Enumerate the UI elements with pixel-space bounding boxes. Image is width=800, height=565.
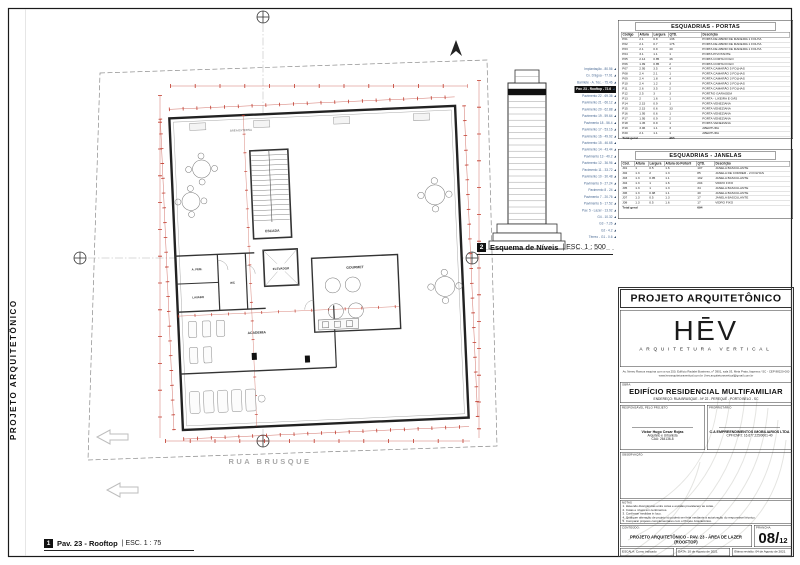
obra-label: OBRA: bbox=[622, 383, 632, 387]
table-cell: 0.9 bbox=[652, 102, 668, 107]
view-label-plan bbox=[44, 539, 194, 551]
table-cell: J05 bbox=[621, 186, 634, 191]
table-cell: J02 bbox=[621, 171, 634, 176]
table-cell: 3 bbox=[668, 82, 701, 87]
list-item: Pavimento 15 - 46.68 bbox=[540, 140, 616, 147]
table-cell: 2.1 bbox=[638, 47, 652, 52]
table-cell: ABERTURA bbox=[701, 131, 790, 136]
view-title: Pav. 23 - Rooftop bbox=[57, 539, 118, 548]
logo-subtext: ARQUITETURA VERTICAL bbox=[639, 346, 773, 352]
table-cell: 40 bbox=[668, 47, 701, 52]
table-cell: JANELA DE CORRER - 2 FOLHAS bbox=[714, 171, 790, 176]
column-header: Altura do Peitoril bbox=[664, 161, 696, 166]
table-cell: P04 bbox=[621, 52, 638, 57]
content-label: CONTEÚDO: bbox=[622, 526, 640, 530]
north-arrow-icon bbox=[450, 40, 462, 56]
table-cell: 2.1 bbox=[638, 37, 652, 42]
table-cell: 0.98 bbox=[648, 191, 664, 196]
table-cell: 0.6 bbox=[652, 107, 668, 112]
signature-line bbox=[632, 428, 693, 429]
table-cell: 1.3 bbox=[634, 191, 648, 196]
table-cell: P05 bbox=[621, 57, 638, 62]
table-cell: 2.1 bbox=[638, 42, 652, 47]
table-cell: JANELA BASCULANTE bbox=[714, 176, 790, 181]
firm-logo bbox=[620, 310, 792, 367]
table-cell: 2 bbox=[668, 62, 701, 67]
table-cell: 1.3 bbox=[634, 201, 648, 206]
table-cell: 2.15 bbox=[638, 107, 652, 112]
table-cell: 3.5 bbox=[652, 67, 668, 72]
table-cell: PORTA - LIXEIRA E GÁS bbox=[701, 97, 790, 102]
table-cell: P09 bbox=[621, 77, 638, 82]
responsible-name: Victor Hugo Cesar Rojas bbox=[641, 429, 684, 434]
levels-list-wrap bbox=[540, 66, 616, 244]
list-item: Pavimento 19 - 59.64 bbox=[540, 113, 616, 120]
table-cell: 0.85 bbox=[652, 62, 668, 67]
table-cell: P16 bbox=[621, 112, 638, 117]
building-outline bbox=[169, 106, 468, 430]
view-title: Esquema de Níveis bbox=[490, 243, 559, 252]
table-cell: 0.8 bbox=[652, 37, 668, 42]
total-label: Total geral bbox=[621, 136, 668, 141]
windows-schedule-title: ESQUADRIAS - JANELAS bbox=[635, 152, 776, 160]
table-cell: 2 bbox=[638, 97, 652, 102]
table-cell: P06 bbox=[621, 62, 638, 67]
room-label-a-fem: A. FEM. bbox=[191, 267, 203, 272]
view-number-badge: 1 bbox=[44, 539, 53, 548]
address-line-2: www.hevarquiteturavertical.com.br | hev.arquiteturavertical@gmail.com.br bbox=[658, 374, 754, 378]
owner-name: C.A EMPREENDIMENTOS IMOBILIARIOS LTDA bbox=[709, 429, 790, 434]
column-header: Largura bbox=[652, 32, 668, 37]
list-item: Térreo - G1 - 0.6 bbox=[540, 234, 616, 241]
logo-text: HĒV bbox=[673, 314, 739, 346]
table-cell: 1 bbox=[668, 112, 701, 117]
list-item: Pavimento 8 - 24 bbox=[540, 187, 616, 194]
table-cell: 1 bbox=[648, 181, 664, 186]
table-cell: 0.5 bbox=[648, 166, 664, 171]
table-cell: 2.6 bbox=[638, 87, 652, 92]
view-scale: | ESC. 1 : 500 bbox=[562, 244, 606, 251]
table-cell: 4 bbox=[668, 67, 701, 72]
room-label-gourmet: GOURMET bbox=[346, 265, 364, 270]
table-cell: P11 bbox=[621, 87, 638, 92]
table-cell: J03 bbox=[621, 176, 634, 181]
table-cell: 1.6 bbox=[664, 201, 696, 206]
table-cell: 1.95 bbox=[638, 112, 652, 117]
table-cell: 2.1 bbox=[652, 72, 668, 77]
column-header: Descrição bbox=[701, 32, 790, 37]
windows-total-row bbox=[621, 206, 790, 211]
table-cell: P02 bbox=[621, 42, 638, 47]
responsible-box bbox=[620, 405, 705, 450]
stairs bbox=[250, 149, 292, 239]
scale-cell: ESCALA: Como indicado bbox=[620, 548, 674, 556]
table-cell: 46 bbox=[668, 57, 701, 62]
table-cell: 85 bbox=[696, 171, 714, 176]
notes-label: NOTAS bbox=[622, 501, 633, 505]
list-item: Pavimento 6 - 17.52 bbox=[540, 201, 616, 208]
responsible-role: Arquiteto e Urbanista bbox=[647, 434, 678, 438]
address-line-1: Av. Nereu Ramos esquina com a rua 250, Edifício Radalei Business, nº 3901, sala 03, Meia Praia, Itapema / SC - CEP 88220-000 bbox=[622, 370, 790, 374]
elevator bbox=[263, 249, 299, 286]
table-cell: P10 bbox=[621, 82, 638, 87]
room-label-area-externa: ÁREA EXTERNA bbox=[229, 127, 253, 133]
table-cell: PORTA CAMARÃO 5 FOLHAS bbox=[701, 87, 790, 92]
column-header: QTD. bbox=[696, 161, 714, 166]
table-cell: 34 bbox=[696, 186, 714, 191]
list-item: Barrilete - A. Téc. - 75.46 bbox=[540, 79, 616, 86]
table-cell: 1.1 bbox=[652, 52, 668, 57]
list-item: Pavimento 14 - 43.44 bbox=[540, 147, 616, 154]
table-cell: P19 bbox=[621, 126, 638, 131]
list-item: Pavimento 21 - 66.12 bbox=[540, 100, 616, 107]
table-cell: 1.1 bbox=[664, 191, 696, 196]
list-item: 3. Confirmar medidas in loco. bbox=[622, 512, 662, 516]
table-cell: P15 bbox=[621, 107, 638, 112]
table-cell: 2.15 bbox=[638, 102, 652, 107]
table-cell: 2.4 bbox=[638, 77, 652, 82]
doors-total-row bbox=[621, 136, 790, 141]
column-header: Cód. bbox=[621, 161, 634, 166]
table-cell: 2.4 bbox=[638, 72, 652, 77]
table-cell: 192 bbox=[696, 176, 714, 181]
table-cell: 176 bbox=[668, 42, 701, 47]
table-cell: P07 bbox=[621, 67, 638, 72]
list-item: Pavimento 18 - 56.4 bbox=[540, 120, 616, 127]
room-label-wc: WC bbox=[230, 280, 236, 285]
table-cell: PORTÃO GARAGEM bbox=[701, 92, 790, 97]
doors-table bbox=[621, 32, 790, 141]
list-item: Pavimento 12 - 36.96 bbox=[540, 160, 616, 167]
table-cell: J06 bbox=[621, 191, 634, 196]
list-item: 1. Havendo divergências entre cotas e escalas prevalecem as cotas. bbox=[622, 505, 714, 508]
table-cell: J04 bbox=[621, 181, 634, 186]
observations-box bbox=[620, 452, 792, 499]
table-cell: P14 bbox=[621, 102, 638, 107]
room-label-elevador: ELEVADOR bbox=[272, 266, 290, 271]
table-cell: 3 bbox=[668, 92, 701, 97]
table-cell: 1.3 bbox=[664, 171, 696, 176]
table-cell: 1.99 bbox=[638, 62, 652, 67]
table-cell: JANELA BASCULANTE bbox=[714, 166, 790, 171]
building-plan bbox=[160, 96, 478, 439]
table-cell: JANELA BASCULANTE bbox=[714, 191, 790, 196]
table-cell: 1.45 bbox=[638, 121, 652, 126]
table-cell: 1.3 bbox=[634, 181, 648, 186]
table-cell: 1 bbox=[668, 52, 701, 57]
table-cell: 1.1 bbox=[652, 131, 668, 136]
room-label-escada: ESCADA bbox=[265, 228, 280, 234]
table-cell: 40 bbox=[696, 191, 714, 196]
column-header: QTD. bbox=[668, 32, 701, 37]
total-qty: 694 bbox=[696, 206, 714, 211]
table-cell: 1.8 bbox=[652, 77, 668, 82]
table-cell: 0.9 bbox=[652, 121, 668, 126]
table-cell: 0.7 bbox=[652, 42, 668, 47]
list-item: Pavimento 13 - 40.2 bbox=[540, 153, 616, 160]
table-cell: 1 bbox=[634, 166, 648, 171]
list-item: G4 - 10.32 bbox=[540, 214, 616, 221]
table-cell: 1.1 bbox=[652, 126, 668, 131]
column-header: Código bbox=[621, 32, 638, 37]
table-cell: VIDRO FIXO bbox=[714, 201, 790, 206]
list-item: Pav. 23 - Rooftop - 72.6 bbox=[575, 86, 616, 93]
table-cell: 17 bbox=[696, 201, 714, 206]
table-cell: 2 bbox=[668, 87, 701, 92]
table-cell: 2 bbox=[668, 117, 701, 122]
table-cell: VIDRO FIXO bbox=[714, 181, 790, 186]
table-cell: 1.6 bbox=[652, 97, 668, 102]
street-arrows bbox=[97, 430, 138, 497]
table-cell: 17 bbox=[696, 196, 714, 201]
list-item: Pavimento 9 - 27.24 bbox=[540, 180, 616, 187]
table-cell: 3 bbox=[652, 92, 668, 97]
table-cell: 3.5 bbox=[652, 87, 668, 92]
table-cell: PORTA PIVOTANTE bbox=[701, 52, 790, 57]
table-cell: P03 bbox=[621, 47, 638, 52]
table-cell: 0.9 bbox=[652, 117, 668, 122]
date-cell: DATA: 10 de Agosto de 2021 bbox=[676, 548, 730, 556]
table-cell: PORTA DE ABRIR DE MADEIRA 1 FOLHA bbox=[701, 37, 790, 42]
list-item: G3 - 7.26 bbox=[540, 221, 616, 228]
table-cell: 1.95 bbox=[638, 117, 652, 122]
table-cell: PORTA CORTA FOGO bbox=[701, 62, 790, 67]
table-cell: 1.3 bbox=[664, 186, 696, 191]
table-cell: PORTA VENEZIANA bbox=[701, 117, 790, 122]
table-cell: JANELA BASCULANTE bbox=[714, 186, 790, 191]
responsible-registration: CAU: 264136-8 bbox=[651, 437, 674, 441]
street-name-label: RUA BRUSQUE bbox=[228, 457, 312, 466]
table-cell: 2.1 bbox=[638, 131, 652, 136]
project-box bbox=[620, 382, 792, 403]
view-scale: | ESC. 1 : 75 bbox=[121, 540, 162, 547]
table-cell: 2.95 bbox=[638, 67, 652, 72]
table-cell: 0.6 bbox=[652, 112, 668, 117]
table-cell: PORTA VENEZIANA bbox=[701, 107, 790, 112]
table-cell: J01 bbox=[621, 166, 634, 171]
table-cell: 107 bbox=[696, 166, 714, 171]
table-cell: P18 bbox=[621, 121, 638, 126]
sheet-content: PROJETO ARQUITETÔNICO - PAV. 23 - ÁREA DE LAZER (ROOFTOP) bbox=[630, 534, 742, 545]
table-cell: 2 bbox=[648, 171, 664, 176]
table-cell: P20 bbox=[621, 131, 638, 136]
table-cell: 1 bbox=[668, 131, 701, 136]
list-item: 2. Cotas e níveis em centímetros. bbox=[622, 508, 668, 512]
doors-schedule bbox=[618, 20, 793, 139]
levels-list bbox=[540, 66, 616, 241]
table-cell: PORTA DE ABRIR DE MADEIRA 1 FOLHA bbox=[701, 47, 790, 52]
table-cell: PORTA DE ABRIR DE MADEIRA 1 FOLHA bbox=[701, 42, 790, 47]
project-name: EDIFÍCIO RESIDENCIAL MULTIFAMILIAR bbox=[629, 387, 783, 396]
kitchen-counter bbox=[318, 318, 358, 330]
table-cell: PORTA VENEZIANA bbox=[701, 112, 790, 117]
list-item: Pavimento 10 - 30.48 bbox=[540, 174, 616, 181]
table-cell: PORTA VENEZIANA bbox=[701, 102, 790, 107]
project-address: ENDEREÇO: RUA BRUSQUE - Nº 22 - PEREQUÊ - PORTO BELO - SC bbox=[653, 397, 759, 401]
sheet-number: 08/ bbox=[758, 530, 780, 547]
list-item: 4. Qualquer alteração de projeto só poderá ser feita mediante a autorização do responsável técnico. bbox=[622, 516, 756, 520]
table-cell: P12 bbox=[621, 92, 638, 97]
revision-cell: Última revisão: 04 de Agosto de 2021 bbox=[732, 548, 792, 556]
table-cell: 3.1 bbox=[638, 52, 652, 57]
windows-table bbox=[621, 161, 790, 211]
table-cell: P01 bbox=[621, 37, 638, 42]
room-label-academia: ACADEMIA bbox=[247, 330, 266, 336]
list-item: Pavimento 22 - 69.36 bbox=[540, 93, 616, 100]
sheet-count: 12 bbox=[779, 536, 788, 545]
table-cell: 33 bbox=[668, 107, 701, 112]
table-cell: 1 bbox=[648, 186, 664, 191]
sheet-side-label: PROJETO ARQUITETÔNICO bbox=[9, 299, 18, 440]
view-label-levels bbox=[477, 243, 613, 255]
list-item: Pavimento 16 - 49.92 bbox=[540, 133, 616, 140]
owner-label: PROPRIETÁRIO bbox=[709, 406, 732, 410]
table-cell: 0.95 bbox=[648, 176, 664, 181]
view-number-badge: 2 bbox=[477, 243, 486, 252]
table-cell: 1 bbox=[668, 102, 701, 107]
list-item: G2 - 4.2 bbox=[540, 227, 616, 234]
table-cell: PORTA CAMARÃO 3 FOLHAS bbox=[701, 77, 790, 82]
sheet-number-label: PRANCHA: bbox=[756, 526, 772, 530]
table-cell: 1.3 bbox=[634, 196, 648, 201]
table-cell: PORTA CAMARÃO 3 FOLHAS bbox=[701, 82, 790, 87]
column-header: Largura bbox=[648, 161, 664, 166]
content-box bbox=[620, 525, 752, 547]
table-cell: PORTA CAMARÃO 5 FOLHAS bbox=[701, 67, 790, 72]
table-cell: 1.6 bbox=[664, 166, 696, 171]
table-cell: P13 bbox=[621, 97, 638, 102]
table-cell: 1.3 bbox=[664, 196, 696, 201]
table-cell: 1 bbox=[668, 97, 701, 102]
title-block-header: PROJETO ARQUITETÔNICO bbox=[620, 289, 792, 308]
table-cell: 0.5 bbox=[648, 196, 664, 201]
column-header: Descrição bbox=[714, 161, 790, 166]
list-item: Pavimento 7 - 20.76 bbox=[540, 194, 616, 201]
table-cell: PORTA CORTA FOGO bbox=[701, 57, 790, 62]
table-cell: J07 bbox=[621, 196, 634, 201]
list-item: Pavimento 20 - 62.88 bbox=[540, 106, 616, 113]
table-cell: 3 bbox=[668, 126, 701, 131]
list-item: 5. Comparar projetos complementares com o Projeto Arquitetônico. bbox=[622, 520, 713, 524]
windows-schedule bbox=[618, 149, 793, 219]
table-cell: 1.6 bbox=[664, 181, 696, 186]
right-column bbox=[618, 8, 794, 557]
list-item: Cx. D'água - 77.91 bbox=[540, 73, 616, 80]
table-cell: 1.3 bbox=[634, 186, 648, 191]
table-cell: 1.2 bbox=[652, 82, 668, 87]
table-cell: 1.3 bbox=[634, 171, 648, 176]
table-cell: 2.5 bbox=[638, 92, 652, 97]
table-cell: 3.06 bbox=[638, 126, 652, 131]
table-cell: 0.5 bbox=[648, 201, 664, 206]
table-cell: PORTA VENEZIANA bbox=[701, 121, 790, 126]
notes-box bbox=[620, 500, 792, 524]
table-cell: 1.1 bbox=[664, 176, 696, 181]
signature-line bbox=[719, 428, 780, 429]
owner-document: CPF/CNPJ: 16.677.225/0001-40 bbox=[726, 434, 773, 438]
column-header: Altura bbox=[638, 32, 652, 37]
column-header: Altura bbox=[634, 161, 648, 166]
table-cell: 1 bbox=[668, 72, 701, 77]
table-cell: 0.85 bbox=[652, 57, 668, 62]
total-label: Total geral bbox=[621, 206, 696, 211]
table-cell: 1.3 bbox=[634, 176, 648, 181]
total-qty: 463 bbox=[668, 136, 701, 141]
table-cell: 136 bbox=[668, 37, 701, 42]
table-cell: P08 bbox=[621, 72, 638, 77]
table-cell: ABERTURA bbox=[701, 126, 790, 131]
table-cell: 1 bbox=[668, 121, 701, 126]
list-item: Pav. 5 - Lazer - 13.92 bbox=[540, 207, 616, 214]
table-cell: 4 bbox=[668, 77, 701, 82]
list-item: Implantação - 80.56 bbox=[540, 66, 616, 73]
owner-box bbox=[707, 405, 792, 450]
table-cell: J08 bbox=[621, 201, 634, 206]
sheet-number-box bbox=[754, 525, 792, 547]
table-cell: JANELA BASCULANTE bbox=[714, 196, 790, 201]
table-cell: 204 bbox=[696, 181, 714, 186]
observations-label: OBSERVAÇÃO: bbox=[622, 453, 644, 457]
table-cell: PORTA CAMARÃO 3 FOLHAS bbox=[701, 72, 790, 77]
table-cell: 2.14 bbox=[638, 57, 652, 62]
table-cell: 2.4 bbox=[638, 82, 652, 87]
notes-list bbox=[623, 505, 790, 524]
room-label-lavabo: LAVABO bbox=[192, 295, 205, 300]
responsible-label: RESPONSÁVEL PELO PROJETO bbox=[622, 406, 668, 410]
list-item: Pavimento 11 - 33.72 bbox=[540, 167, 616, 174]
list-item: Pavimento 17 - 53.16 bbox=[540, 127, 616, 134]
doors-schedule-title: ESQUADRIAS - PORTAS bbox=[635, 23, 776, 31]
table-cell: 0.9 bbox=[652, 47, 668, 52]
firm-address bbox=[620, 370, 792, 378]
table-cell: P17 bbox=[621, 117, 638, 122]
